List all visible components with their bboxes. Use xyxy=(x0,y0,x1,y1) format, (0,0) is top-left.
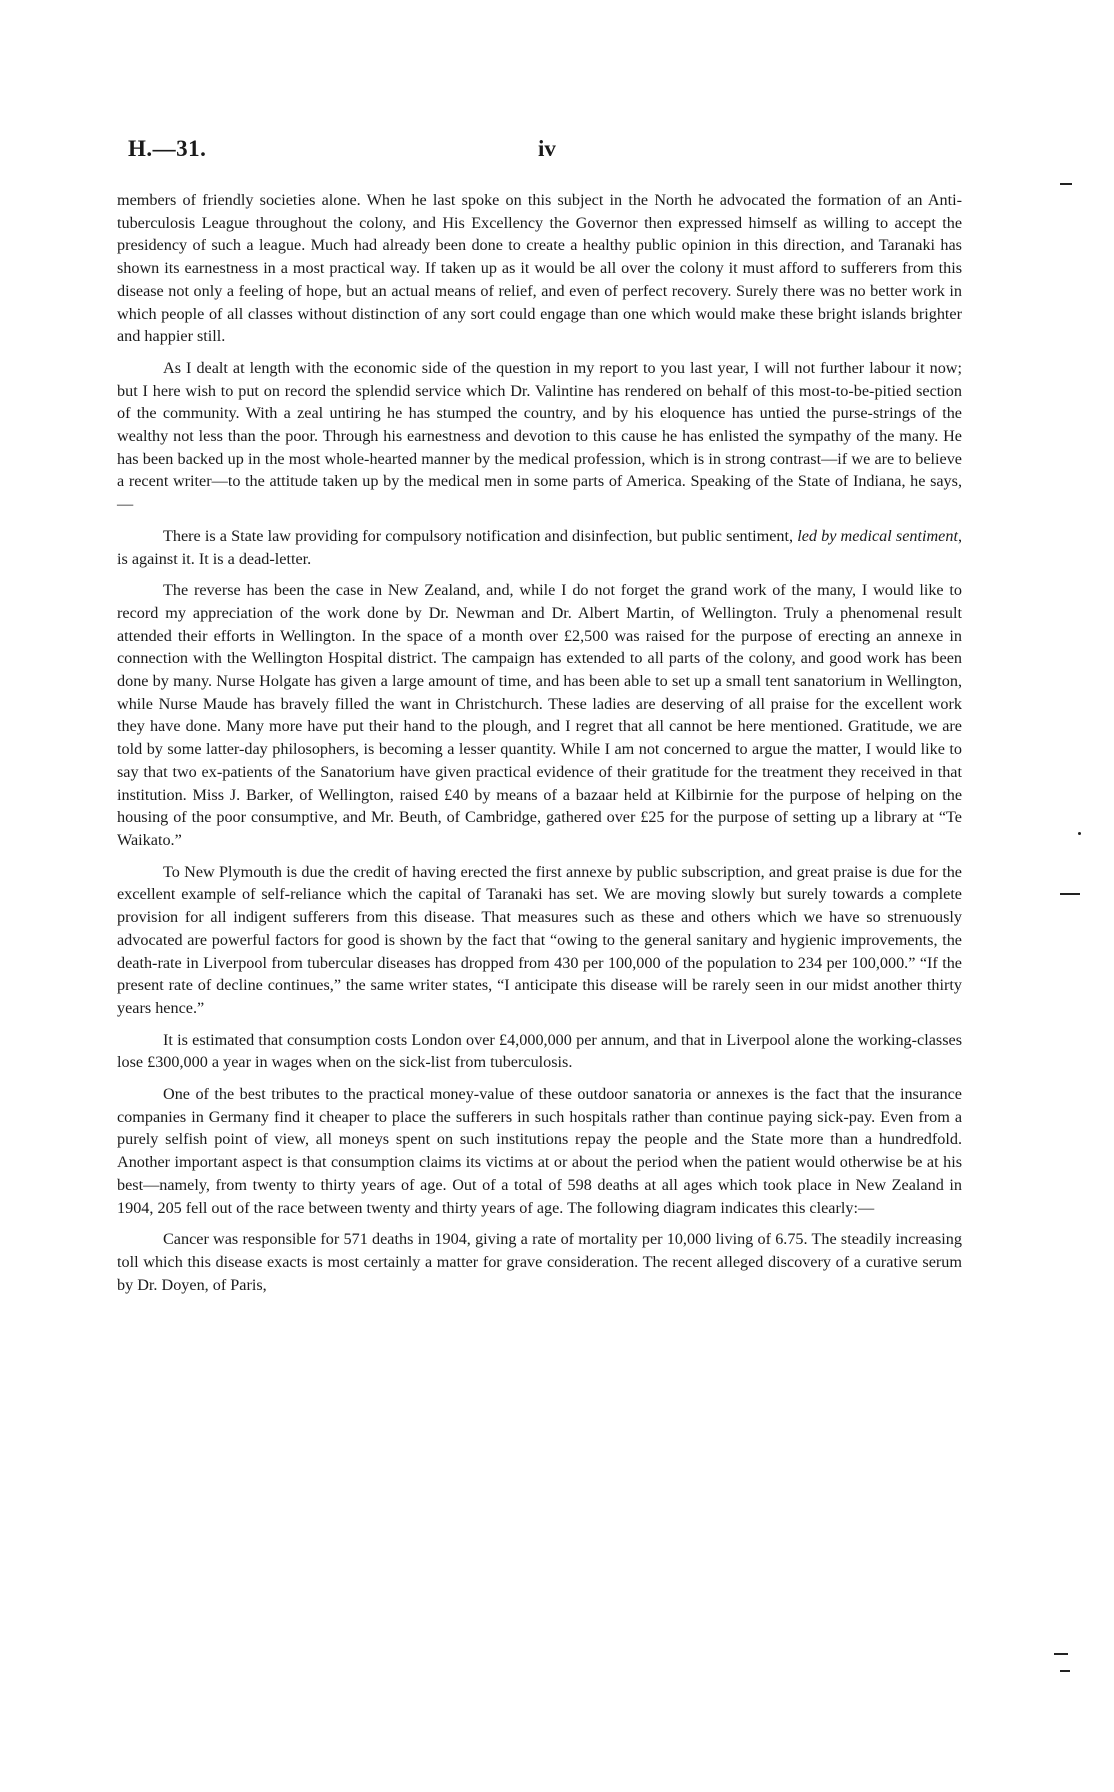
margin-mark xyxy=(1060,183,1072,185)
paragraph-1: members of friendly societies alone. When he last spoke on this subject in the North he advocated the formation of an Anti-tuberculosis League throughout the colony, and His Excellency the Governor then expressed himself as willing to accept the presidency of such a league. Much had already been done to create a healthy public opinion in this direction, and Taranaki has shown its earnestness in a most practical way. If taken up as it would be all over the colony it must afford to sufferers from this disease not only a feeling of hope, but an actual means of relief, and even of perfect recovery. Surely there was no better work in which people of all classes without distinction of any sort could engage than one which would make these bright islands brighter and happier still. xyxy=(117,191,962,346)
paragraph-5: It is estimated that consumption costs London over £4,000,000 per annum, and that in Liverpool alone the working-classes lose £300,000 a year in wages when on the sick-list from tuberculosis. xyxy=(117,1030,962,1072)
margin-mark xyxy=(1060,893,1080,895)
page-number: iv xyxy=(538,136,556,161)
paragraph-7: Cancer was responsible for 571 deaths in 1904, giving a rate of mortality per 10,000 living of 6.75. The steadily increasing toll which this disease exacts is most certainly a matter for grave consideration. The recent alleged discovery of a curative serum by Dr. Doyen, of Paris, xyxy=(117,1230,962,1294)
document-id: H.—31. xyxy=(128,136,207,161)
quote-text-after: , is against it. It is a dead-letter. xyxy=(117,526,962,568)
quote-emphasis: led by medical sentiment xyxy=(797,526,958,545)
paragraph-3: The reverse has been the case in New Zealand, and, while I do not forget the grand work of the many, I would like to record my appreciation of the work done by Dr. Newman and Dr. Albert Martin, of Wellington. Truly a phenomenal result attended their efforts in Wellington. In the space of a month over £2,500 was raised for the purpose of erecting an annexe in connection with the Wellington Hospital district. The campaign has extended to all parts of the colony, and good work has been done by many. Nurse Holgate has given a large amount of time, and has been able to set up a small tent sanatorium in Wellington, while Nurse Maude has bravely filled the want in Christchurch. These ladies are deserving of all praise for the excellent work they have done. Many more have put their hand to the plough, and I regret that all cannot be here mentioned. Gratitude, we are told by some latter-day philosophers, is becoming a lesser quantity. While I am not concerned to argue the matter, I would like to say that two ex-patients of the Sanatorium have given practical evidence of their gratitude for the treatment they received in that institution. Miss J. Barker, of Wellington, raised £40 by means of a bazaar held at Kilbirnie for the purpose of helping on the housing of the poor consumptive, and Mr. Beuth, of Cambridge, gathered over £25 for the purpose of setting up a library at “Te Waikato.” xyxy=(117,581,962,849)
paragraph-2: As I dealt at length with the economic side of the question in my report to you last year, I will not further labour it now; but I here wish to put on record the splendid service which Dr. Valintine has rendered on behalf of this most-to-be-pitied section of the community. With a zeal untiring he has stumped the country, and by his eloquence has untied the purse-strings of the wealthy not less than the poor. Through his earnestness and devotion to this cause he has enlisted the sympathy of the many. He has been backed up in the most whole-hearted manner by the medical profession, which is in strong contrast—if we are to believe a recent writer—to the attitude taken up by the medical men in some parts of America. Speaking of the State of Indiana, he says,— xyxy=(117,358,962,514)
quote-text-before: There is a State law providing for compulsory notification and disinfection, but public sentiment, xyxy=(163,526,798,545)
paragraph-4: To New Plymouth is due the credit of having erected the first annexe by public subscription, and great praise is due for the excellent example of self-reliance which the capital of Taranaki has set. We are moving slowly but surely towards a complete provision for all indigent sufferers from this disease. That measures such as these and others which we have so strenuously advocated are powerful factors for good is shown by the fact that “owing to the general sanitary and hygienic improvements, the death-rate in Liverpool from tubercular diseases has dropped from 430 per 100,000 of the population to 234 per 100,000.” “If the present rate of decline continues,” the same writer states, “I anticipate this disease will be rarely seen in our midst another thirty years hence.” xyxy=(117,862,962,1017)
margin-mark xyxy=(1054,1653,1068,1655)
paragraph-6: One of the best tributes to the practical money-value of these outdoor sanatoria or annexes is the fact that the insurance companies in Germany find it cheaper to place the sufferers in such hospitals rather than continue paying sick-pay. Even from a purely selfish point of view, all moneys spent on such institutions repay the people and the State more than a hundredfold. Another important aspect is that consumption claims its victims at or about the period when the patient would otherwise be at his best—namely, from twenty to thirty years of age. Out of a total of 598 deaths at all ages which took place in New Zealand in 1904, 205 fell out of the race between twenty and thirty years of age. The following diagram indicates this clearly:— xyxy=(117,1085,962,1217)
document-body xyxy=(117,189,962,1305)
margin-mark xyxy=(1078,832,1081,835)
margin-mark xyxy=(1060,1670,1070,1672)
block-quote xyxy=(117,525,962,570)
page-header xyxy=(128,136,1028,176)
